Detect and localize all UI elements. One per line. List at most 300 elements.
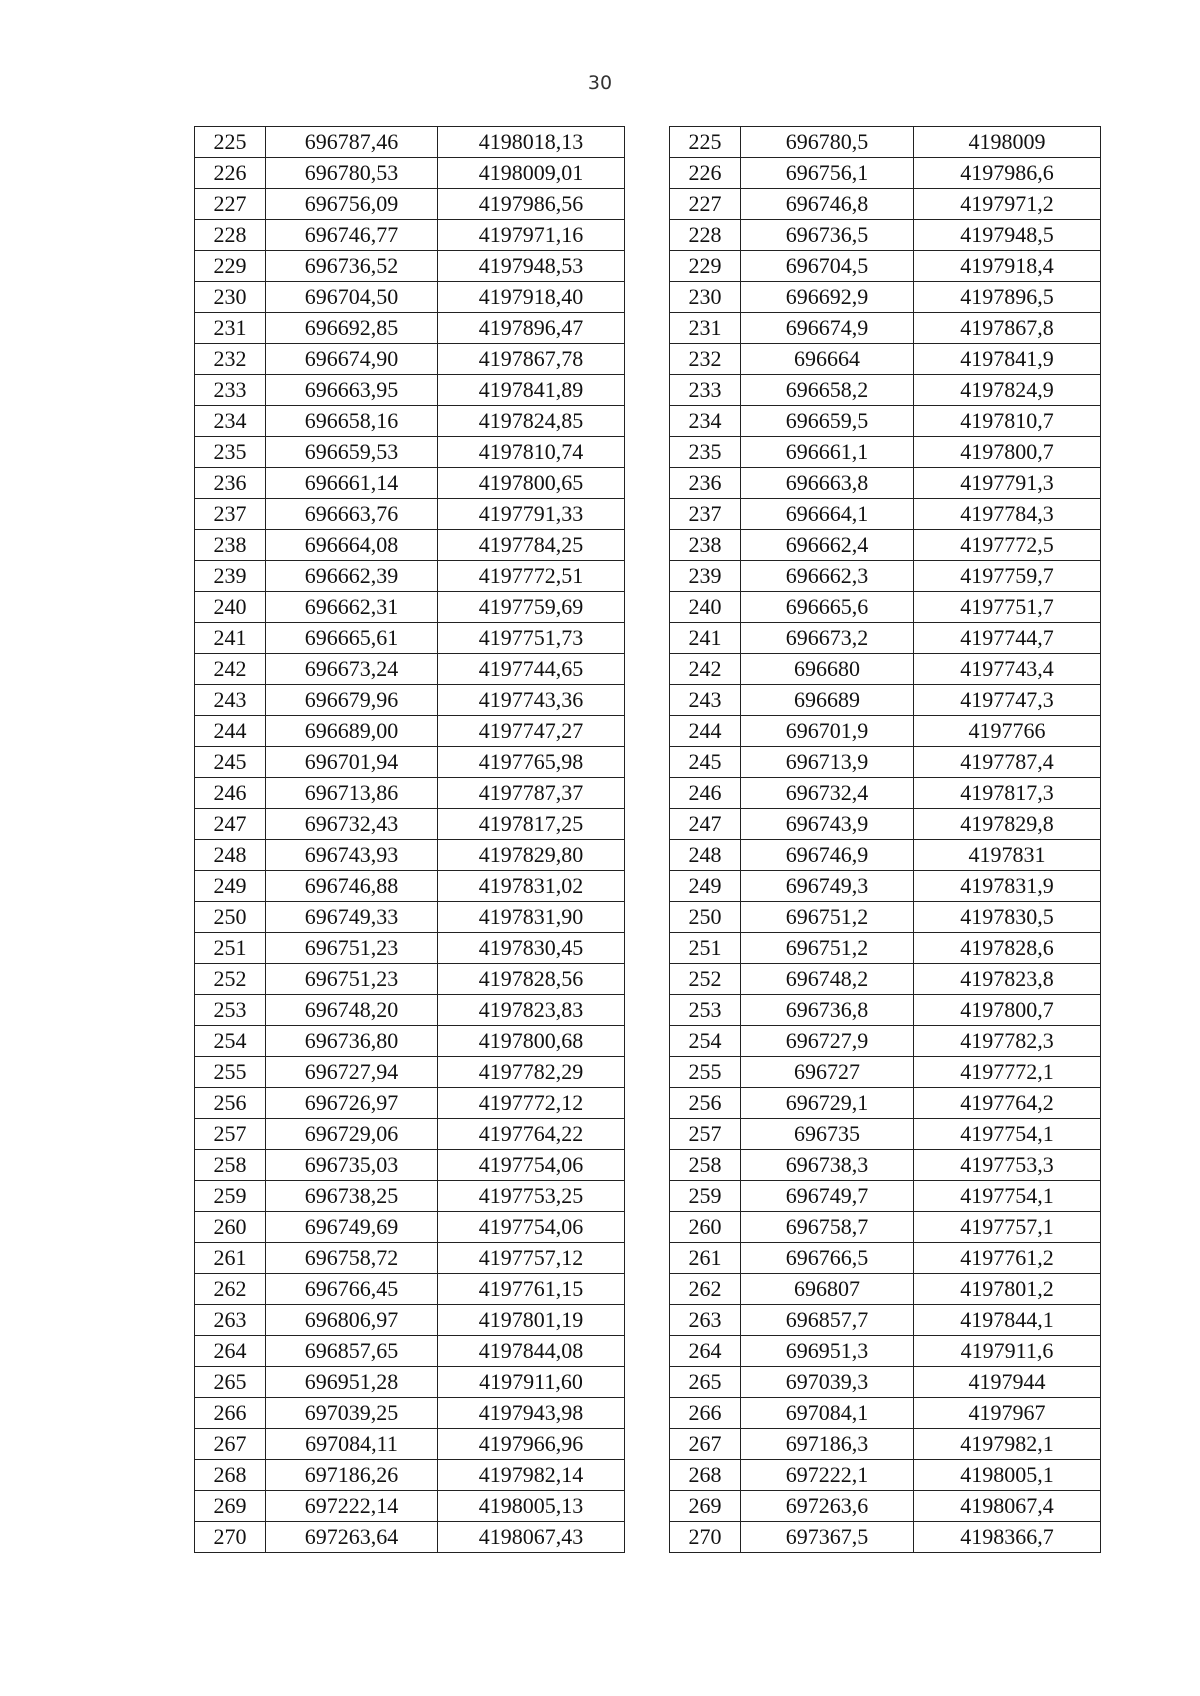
y-coordinate-cell: 4197801,19: [438, 1305, 625, 1336]
x-coordinate-cell: 696749,69: [266, 1212, 438, 1243]
point-number-cell: 248: [195, 840, 266, 871]
table-row: [195, 1491, 625, 1522]
x-coordinate-cell: 697263,6: [741, 1491, 914, 1522]
table-row: [670, 1429, 1101, 1460]
point-number-cell: 225: [670, 127, 741, 158]
y-coordinate-cell: 4198005,13: [438, 1491, 625, 1522]
table-row: [195, 1181, 625, 1212]
table-row: [670, 158, 1101, 189]
point-number-cell: 250: [195, 902, 266, 933]
point-number-cell: 270: [670, 1522, 741, 1553]
point-number-cell: 245: [670, 747, 741, 778]
x-coordinate-cell: 696746,77: [266, 220, 438, 251]
y-coordinate-cell: 4197754,1: [914, 1181, 1101, 1212]
x-coordinate-cell: 696735,03: [266, 1150, 438, 1181]
point-number-cell: 250: [670, 902, 741, 933]
table-row: [670, 127, 1101, 158]
x-coordinate-cell: 696806,97: [266, 1305, 438, 1336]
point-number-cell: 268: [670, 1460, 741, 1491]
y-coordinate-cell: 4197764,22: [438, 1119, 625, 1150]
point-number-cell: 255: [195, 1057, 266, 1088]
x-coordinate-cell: 696713,86: [266, 778, 438, 809]
y-coordinate-cell: 4197761,15: [438, 1274, 625, 1305]
point-number-cell: 230: [670, 282, 741, 313]
point-number-cell: 265: [195, 1367, 266, 1398]
point-number-cell: 264: [670, 1336, 741, 1367]
x-coordinate-cell: 696749,7: [741, 1181, 914, 1212]
point-number-cell: 241: [195, 623, 266, 654]
table-row: [195, 1026, 625, 1057]
y-coordinate-cell: 4197982,14: [438, 1460, 625, 1491]
table-row: [195, 685, 625, 716]
x-coordinate-cell: 696662,31: [266, 592, 438, 623]
table-row: [670, 1336, 1101, 1367]
x-coordinate-cell: 696743,9: [741, 809, 914, 840]
y-coordinate-cell: 4197800,68: [438, 1026, 625, 1057]
table-row: [670, 747, 1101, 778]
table-row: [670, 251, 1101, 282]
point-number-cell: 229: [670, 251, 741, 282]
x-coordinate-cell: 696807: [741, 1274, 914, 1305]
x-coordinate-cell: 696729,1: [741, 1088, 914, 1119]
x-coordinate-cell: 696749,3: [741, 871, 914, 902]
y-coordinate-cell: 4197744,65: [438, 654, 625, 685]
x-coordinate-cell: 696727: [741, 1057, 914, 1088]
point-number-cell: 229: [195, 251, 266, 282]
x-coordinate-cell: 696674,9: [741, 313, 914, 344]
y-coordinate-cell: 4197782,3: [914, 1026, 1101, 1057]
table-row: [195, 1305, 625, 1336]
y-coordinate-cell: 4198009,01: [438, 158, 625, 189]
x-coordinate-cell: 696704,50: [266, 282, 438, 313]
table-row: [670, 716, 1101, 747]
x-coordinate-cell: 696736,52: [266, 251, 438, 282]
x-coordinate-cell: 696701,94: [266, 747, 438, 778]
y-coordinate-cell: 4197971,16: [438, 220, 625, 251]
y-coordinate-cell: 4197757,12: [438, 1243, 625, 1274]
point-number-cell: 227: [195, 189, 266, 220]
table-row: [670, 406, 1101, 437]
table-row: [670, 1274, 1101, 1305]
x-coordinate-cell: 696664: [741, 344, 914, 375]
y-coordinate-cell: 4197817,3: [914, 778, 1101, 809]
point-number-cell: 266: [670, 1398, 741, 1429]
x-coordinate-cell: 696692,9: [741, 282, 914, 313]
point-number-cell: 231: [195, 313, 266, 344]
table-row: [670, 282, 1101, 313]
y-coordinate-cell: 4197828,6: [914, 933, 1101, 964]
point-number-cell: 264: [195, 1336, 266, 1367]
x-coordinate-cell: 696951,28: [266, 1367, 438, 1398]
point-number-cell: 235: [195, 437, 266, 468]
x-coordinate-cell: 696746,8: [741, 189, 914, 220]
x-coordinate-cell: 696857,65: [266, 1336, 438, 1367]
y-coordinate-cell: 4198067,4: [914, 1491, 1101, 1522]
point-number-cell: 259: [195, 1181, 266, 1212]
y-coordinate-cell: 4197986,6: [914, 158, 1101, 189]
x-coordinate-cell: 696662,4: [741, 530, 914, 561]
point-number-cell: 243: [195, 685, 266, 716]
point-number-cell: 233: [195, 375, 266, 406]
table-row: [195, 1274, 625, 1305]
point-number-cell: 232: [195, 344, 266, 375]
y-coordinate-cell: 4198009: [914, 127, 1101, 158]
y-coordinate-cell: 4198067,43: [438, 1522, 625, 1553]
table-row: [195, 654, 625, 685]
x-coordinate-cell: 696756,1: [741, 158, 914, 189]
x-coordinate-cell: 696780,5: [741, 127, 914, 158]
point-number-cell: 260: [195, 1212, 266, 1243]
point-number-cell: 242: [195, 654, 266, 685]
table-row: [670, 1026, 1101, 1057]
table-row: [195, 840, 625, 871]
point-number-cell: 262: [670, 1274, 741, 1305]
y-coordinate-cell: 4197828,56: [438, 964, 625, 995]
point-number-cell: 238: [195, 530, 266, 561]
x-coordinate-cell: 696663,76: [266, 499, 438, 530]
y-coordinate-cell: 4197986,56: [438, 189, 625, 220]
point-number-cell: 231: [670, 313, 741, 344]
x-coordinate-cell: 696738,3: [741, 1150, 914, 1181]
y-coordinate-cell: 4197759,69: [438, 592, 625, 623]
table-row: [670, 530, 1101, 561]
table-row: [670, 1243, 1101, 1274]
point-number-cell: 241: [670, 623, 741, 654]
x-coordinate-cell: 696661,14: [266, 468, 438, 499]
x-coordinate-cell: 697039,3: [741, 1367, 914, 1398]
point-number-cell: 227: [670, 189, 741, 220]
table-row: [195, 251, 625, 282]
table-row: [670, 964, 1101, 995]
point-number-cell: 249: [670, 871, 741, 902]
x-coordinate-cell: 696758,72: [266, 1243, 438, 1274]
table-row: [670, 1491, 1101, 1522]
y-coordinate-cell: 4197831,9: [914, 871, 1101, 902]
point-number-cell: 256: [195, 1088, 266, 1119]
x-coordinate-cell: 696756,09: [266, 189, 438, 220]
table-row: [670, 840, 1101, 871]
point-number-cell: 246: [195, 778, 266, 809]
x-coordinate-cell: 696736,5: [741, 220, 914, 251]
x-coordinate-cell: 696780,53: [266, 158, 438, 189]
point-number-cell: 254: [195, 1026, 266, 1057]
x-coordinate-cell: 696658,2: [741, 375, 914, 406]
table-row: [670, 1305, 1101, 1336]
x-coordinate-cell: 696665,61: [266, 623, 438, 654]
point-number-cell: 269: [670, 1491, 741, 1522]
point-number-cell: 242: [670, 654, 741, 685]
y-coordinate-cell: 4197754,06: [438, 1212, 625, 1243]
y-coordinate-cell: 4197801,2: [914, 1274, 1101, 1305]
x-coordinate-cell: 696662,3: [741, 561, 914, 592]
y-coordinate-cell: 4197829,8: [914, 809, 1101, 840]
point-number-cell: 239: [670, 561, 741, 592]
x-coordinate-cell: 696713,9: [741, 747, 914, 778]
x-coordinate-cell: 696704,5: [741, 251, 914, 282]
y-coordinate-cell: 4197896,5: [914, 282, 1101, 313]
x-coordinate-cell: 696726,97: [266, 1088, 438, 1119]
point-number-cell: 253: [670, 995, 741, 1026]
point-number-cell: 252: [670, 964, 741, 995]
y-coordinate-cell: 4197787,4: [914, 747, 1101, 778]
point-number-cell: 240: [670, 592, 741, 623]
point-number-cell: 266: [195, 1398, 266, 1429]
y-coordinate-cell: 4197772,5: [914, 530, 1101, 561]
point-number-cell: 243: [670, 685, 741, 716]
x-coordinate-cell: 697186,26: [266, 1460, 438, 1491]
y-coordinate-cell: 4197817,25: [438, 809, 625, 840]
table-row: [195, 778, 625, 809]
point-number-cell: 268: [195, 1460, 266, 1491]
table-row: [195, 1336, 625, 1367]
table-row: [195, 1057, 625, 1088]
table-row: [670, 499, 1101, 530]
x-coordinate-cell: 696746,88: [266, 871, 438, 902]
point-number-cell: 255: [670, 1057, 741, 1088]
point-number-cell: 254: [670, 1026, 741, 1057]
y-coordinate-cell: 4197810,7: [914, 406, 1101, 437]
table-row: [670, 592, 1101, 623]
table-row: [195, 871, 625, 902]
y-coordinate-cell: 4197782,29: [438, 1057, 625, 1088]
y-coordinate-cell: 4197844,1: [914, 1305, 1101, 1336]
table-row: [195, 282, 625, 313]
table-row: [195, 1150, 625, 1181]
x-coordinate-cell: 696735: [741, 1119, 914, 1150]
x-coordinate-cell: 696674,90: [266, 344, 438, 375]
table-row: [670, 1181, 1101, 1212]
y-coordinate-cell: 4197896,47: [438, 313, 625, 344]
table-row: [670, 220, 1101, 251]
x-coordinate-cell: 697186,3: [741, 1429, 914, 1460]
table-row: [670, 654, 1101, 685]
table-row: [195, 561, 625, 592]
point-number-cell: 228: [195, 220, 266, 251]
x-coordinate-cell: 696787,46: [266, 127, 438, 158]
y-coordinate-cell: 4197743,36: [438, 685, 625, 716]
y-coordinate-cell: 4197743,4: [914, 654, 1101, 685]
table-row: [195, 127, 625, 158]
y-coordinate-cell: 4197944: [914, 1367, 1101, 1398]
point-number-cell: 251: [195, 933, 266, 964]
y-coordinate-cell: 4197824,85: [438, 406, 625, 437]
table-row: [670, 933, 1101, 964]
y-coordinate-cell: 4197911,6: [914, 1336, 1101, 1367]
table-row: [670, 871, 1101, 902]
x-coordinate-cell: 696736,8: [741, 995, 914, 1026]
x-coordinate-cell: 696658,16: [266, 406, 438, 437]
point-number-cell: 233: [670, 375, 741, 406]
point-number-cell: 228: [670, 220, 741, 251]
table-row: [670, 437, 1101, 468]
point-number-cell: 265: [670, 1367, 741, 1398]
x-coordinate-cell: 696732,43: [266, 809, 438, 840]
y-coordinate-cell: 4197744,7: [914, 623, 1101, 654]
point-number-cell: 249: [195, 871, 266, 902]
table-row: [195, 716, 625, 747]
table-row: [670, 1150, 1101, 1181]
y-coordinate-cell: 4197829,80: [438, 840, 625, 871]
x-coordinate-cell: 697263,64: [266, 1522, 438, 1553]
point-number-cell: 237: [195, 499, 266, 530]
point-number-cell: 261: [195, 1243, 266, 1274]
table-row: [195, 1522, 625, 1553]
table-row: [670, 1460, 1101, 1491]
point-number-cell: 226: [195, 158, 266, 189]
y-coordinate-cell: 4197948,5: [914, 220, 1101, 251]
point-number-cell: 239: [195, 561, 266, 592]
y-coordinate-cell: 4198018,13: [438, 127, 625, 158]
point-number-cell: 238: [670, 530, 741, 561]
x-coordinate-cell: 696665,6: [741, 592, 914, 623]
point-number-cell: 245: [195, 747, 266, 778]
page-number: 30: [587, 72, 613, 94]
point-number-cell: 258: [195, 1150, 266, 1181]
point-number-cell: 258: [670, 1150, 741, 1181]
y-coordinate-cell: 4197841,89: [438, 375, 625, 406]
y-coordinate-cell: 4197751,73: [438, 623, 625, 654]
y-coordinate-cell: 4197747,3: [914, 685, 1101, 716]
table-row: [195, 1212, 625, 1243]
table-row: [670, 995, 1101, 1026]
point-number-cell: 246: [670, 778, 741, 809]
x-coordinate-cell: 696732,4: [741, 778, 914, 809]
x-coordinate-cell: 696663,95: [266, 375, 438, 406]
x-coordinate-cell: 696673,24: [266, 654, 438, 685]
point-number-cell: 269: [195, 1491, 266, 1522]
table-row: [195, 1367, 625, 1398]
y-coordinate-cell: 4197791,3: [914, 468, 1101, 499]
y-coordinate-cell: 4197766: [914, 716, 1101, 747]
y-coordinate-cell: 4197754,06: [438, 1150, 625, 1181]
y-coordinate-cell: 4197918,40: [438, 282, 625, 313]
y-coordinate-cell: 4197831: [914, 840, 1101, 871]
y-coordinate-cell: 4197753,25: [438, 1181, 625, 1212]
x-coordinate-cell: 696679,96: [266, 685, 438, 716]
point-number-cell: 270: [195, 1522, 266, 1553]
y-coordinate-cell: 4197791,33: [438, 499, 625, 530]
table-row: [670, 344, 1101, 375]
table-row: [670, 313, 1101, 344]
point-number-cell: 247: [670, 809, 741, 840]
table-row: [670, 1119, 1101, 1150]
x-coordinate-cell: 696680: [741, 654, 914, 685]
table-row: [195, 964, 625, 995]
y-coordinate-cell: 4197759,7: [914, 561, 1101, 592]
x-coordinate-cell: 696701,9: [741, 716, 914, 747]
y-coordinate-cell: 4197982,1: [914, 1429, 1101, 1460]
y-coordinate-cell: 4197772,1: [914, 1057, 1101, 1088]
point-number-cell: 244: [195, 716, 266, 747]
x-coordinate-cell: 696951,3: [741, 1336, 914, 1367]
y-coordinate-cell: 4197830,5: [914, 902, 1101, 933]
table-row: [670, 623, 1101, 654]
table-row: [195, 1119, 625, 1150]
x-coordinate-cell: 696673,2: [741, 623, 914, 654]
y-coordinate-cell: 4197867,8: [914, 313, 1101, 344]
table-row: [195, 344, 625, 375]
table-row: [670, 1398, 1101, 1429]
x-coordinate-cell: 696692,85: [266, 313, 438, 344]
y-coordinate-cell: 4198366,7: [914, 1522, 1101, 1553]
table-row: [195, 189, 625, 220]
y-coordinate-cell: 4197823,8: [914, 964, 1101, 995]
y-coordinate-cell: 4197948,53: [438, 251, 625, 282]
x-coordinate-cell: 696727,94: [266, 1057, 438, 1088]
table-row: [195, 902, 625, 933]
x-coordinate-cell: 697084,1: [741, 1398, 914, 1429]
x-coordinate-cell: 697084,11: [266, 1429, 438, 1460]
y-coordinate-cell: 4197823,83: [438, 995, 625, 1026]
x-coordinate-cell: 697222,14: [266, 1491, 438, 1522]
point-number-cell: 236: [195, 468, 266, 499]
point-number-cell: 256: [670, 1088, 741, 1119]
point-number-cell: 248: [670, 840, 741, 871]
y-coordinate-cell: 4197764,2: [914, 1088, 1101, 1119]
x-coordinate-cell: 696727,9: [741, 1026, 914, 1057]
table-row: [195, 1398, 625, 1429]
y-coordinate-cell: 4197751,7: [914, 592, 1101, 623]
x-coordinate-cell: 696751,23: [266, 964, 438, 995]
point-number-cell: 237: [670, 499, 741, 530]
point-number-cell: 234: [195, 406, 266, 437]
table-row: [195, 933, 625, 964]
y-coordinate-cell: 4197787,37: [438, 778, 625, 809]
table-row: [195, 1243, 625, 1274]
x-coordinate-cell: 696748,20: [266, 995, 438, 1026]
point-number-cell: 251: [670, 933, 741, 964]
y-coordinate-cell: 4197966,96: [438, 1429, 625, 1460]
x-coordinate-cell: 696663,8: [741, 468, 914, 499]
y-coordinate-cell: 4197824,9: [914, 375, 1101, 406]
y-coordinate-cell: 4197967: [914, 1398, 1101, 1429]
x-coordinate-cell: 696661,1: [741, 437, 914, 468]
y-coordinate-cell: 4197761,2: [914, 1243, 1101, 1274]
x-coordinate-cell: 696664,1: [741, 499, 914, 530]
table-row: [195, 158, 625, 189]
table-row: [195, 592, 625, 623]
y-coordinate-cell: 4197765,98: [438, 747, 625, 778]
table-row: [670, 1367, 1101, 1398]
y-coordinate-cell: 4197800,65: [438, 468, 625, 499]
point-number-cell: 267: [195, 1429, 266, 1460]
table-row: [195, 499, 625, 530]
point-number-cell: 244: [670, 716, 741, 747]
y-coordinate-cell: 4197757,1: [914, 1212, 1101, 1243]
table-row: [195, 1429, 625, 1460]
point-number-cell: 257: [195, 1119, 266, 1150]
table-row: [670, 468, 1101, 499]
point-number-cell: 260: [670, 1212, 741, 1243]
x-coordinate-cell: 696689: [741, 685, 914, 716]
point-number-cell: 252: [195, 964, 266, 995]
point-number-cell: 235: [670, 437, 741, 468]
x-coordinate-cell: 697039,25: [266, 1398, 438, 1429]
y-coordinate-cell: 4197831,02: [438, 871, 625, 902]
x-coordinate-cell: 696751,2: [741, 902, 914, 933]
x-coordinate-cell: 696746,9: [741, 840, 914, 871]
y-coordinate-cell: 4197772,51: [438, 561, 625, 592]
x-coordinate-cell: 696857,7: [741, 1305, 914, 1336]
y-coordinate-cell: 4197747,27: [438, 716, 625, 747]
point-number-cell: 267: [670, 1429, 741, 1460]
table-row: [195, 313, 625, 344]
y-coordinate-cell: 4197867,78: [438, 344, 625, 375]
point-number-cell: 226: [670, 158, 741, 189]
table-row: [195, 468, 625, 499]
table-row: [195, 1088, 625, 1119]
y-coordinate-cell: 4197784,25: [438, 530, 625, 561]
